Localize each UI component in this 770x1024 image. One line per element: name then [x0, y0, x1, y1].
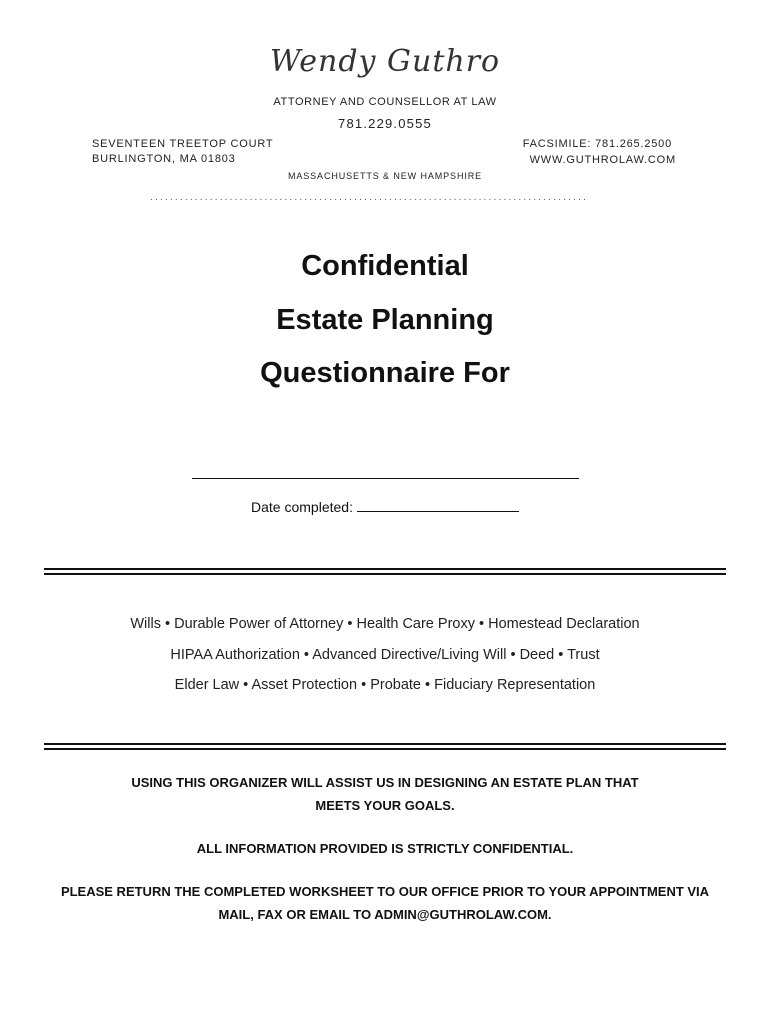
- attorney-signature-name: Wendy Guthro: [269, 44, 501, 79]
- attorney-subtitle: ATTORNEY AND COUNSELLOR AT LAW: [273, 96, 497, 108]
- date-completed-row: [0, 499, 770, 515]
- title-line-1: Confidential: [301, 250, 469, 282]
- double-rule-top: [44, 568, 726, 575]
- return-notice-line-1: PLEASE RETURN THE COMPLETED WORKSHEET TO OUR OFFICE PRIOR TO YOUR APPOINTMENT VIA: [60, 884, 710, 899]
- title-line-2: Estate Planning: [276, 304, 494, 336]
- organizer-notice-line-1: USING THIS ORGANIZER WILL ASSIST US IN DESIGNING AN ESTATE PLAN THAT: [131, 775, 639, 790]
- confidential-notice: ALL INFORMATION PROVIDED IS STRICTLY CONFIDENTIAL.: [196, 841, 574, 856]
- phone-number: 781.229.0555: [338, 116, 432, 131]
- states-served: MASSACHUSETTS & NEW HAMPSHIRE: [287, 171, 483, 181]
- address-line-2: BURLINGTON, MA 01803: [92, 153, 236, 165]
- dotted-divider: ........................................................................................: [150, 192, 589, 203]
- date-completed-field[interactable]: [357, 499, 519, 512]
- return-notice-line-2: MAIL, FAX OR EMAIL TO ADMIN@GUTHROLAW.COM.: [218, 907, 552, 922]
- title-line-3: Questionnaire For: [260, 357, 510, 389]
- services-line-1: Wills • Durable Power of Attorney • Health Care Proxy • Homestead Declaration: [130, 616, 640, 632]
- services-line-2: HIPAA Authorization • Advanced Directive/Living Will • Deed • Trust: [170, 647, 600, 663]
- address-line-1: SEVENTEEN TREETOP COURT: [92, 138, 274, 150]
- website-address[interactable]: WWW.GUTHROLAW.COM: [529, 154, 676, 166]
- date-completed-label: Date completed:: [251, 499, 353, 515]
- organizer-notice-line-2: MEETS YOUR GOALS.: [315, 798, 455, 813]
- facsimile-number: FACSIMILE: 781.265.2500: [522, 138, 672, 150]
- services-line-3: Elder Law • Asset Protection • Probate • Fiduciary Representation: [174, 677, 596, 693]
- client-name-field[interactable]: [192, 478, 579, 479]
- double-rule-bottom: [44, 743, 726, 750]
